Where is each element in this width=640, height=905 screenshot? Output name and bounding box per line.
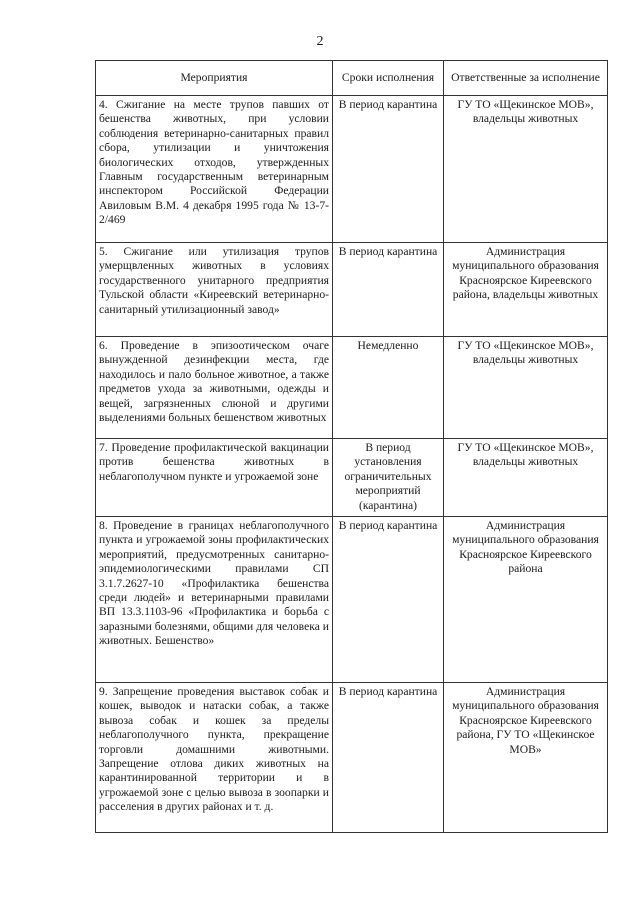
activity-cell: 8. Проведение в границах неблагополучного пункта и угрожаемой зоны профилактических мероприятий, предусмотренных санитарно-эпидемиологическими правилами СП 3.1.7.2627-10 «Профилактика бешенства среди людей» и ветеринарными правилами ВП 13.3.1103-96 «Профилактика и борьба с заразными болезнями, общими для человека и животных. Бешенство» (96, 517, 333, 683)
term-cell: В период карантина (333, 517, 444, 683)
responsible-cell: Администрация муниципального образования Красноярское Киреевского района, ГУ ТО «Щекинское МОВ» (444, 683, 608, 833)
term-cell: В период установления ограничительных мероприятий (карантина) (333, 439, 444, 517)
responsible-cell: ГУ ТО «Щекинское МОВ», владельцы животных (444, 96, 608, 243)
header-term: Сроки исполнения (333, 61, 444, 96)
table-row (96, 517, 608, 683)
term-cell: В период карантина (333, 243, 444, 337)
activity-cell: 5. Сжигание или утилизация трупов умерщвленных животных в условиях государственного унитарного предприятия Тульской области «Киреевский ветеринарно-санитарный утилизационный завод» (96, 243, 333, 337)
table-row (96, 96, 608, 243)
responsible-cell: Администрация муниципального образования Красноярское Киреевского района (444, 517, 608, 683)
term-cell: В период карантина (333, 96, 444, 243)
page-number: 2 (316, 34, 324, 49)
header-activity: Мероприятия (96, 61, 333, 96)
activity-cell: 6. Проведение в эпизоотическом очаге вынужденной дезинфекции места, где находилось и пало больное животное, а также предметов ухода за животными, одежды и вещей, загрязненных слюной и другими выделениями больных бешенством животных (96, 337, 333, 439)
activity-cell: 4. Сжигание на месте трупов павших от бешенства животных, при условии соблюдения ветеринарно-санитарных правил сбора, утилизации и уничтожения биологических отходов, утвержденных Главным государственным ветеринарным инспектором Российской Федерации Авиловым В.М. 4 декабря 1995 года № 13-7-2/469 (96, 96, 333, 243)
term-cell: В период карантина (333, 683, 444, 833)
activity-cell: 9. Запрещение проведения выставок собак и кошек, выводок и натаски собак, а также вывоза собак и кошек за пределы неблагополучного пункта, прекращение торговли домашними животными. Запрещение отлова диких животных на карантинированной территории и в угрожаемой зоне с целью вывоза в зоопарки и расселения в других районах и т. д. (96, 683, 333, 833)
responsible-cell: ГУ ТО «Щекинское МОВ», владельцы животных (444, 439, 608, 517)
table-row (96, 683, 608, 833)
activity-cell: 7. Проведение профилактической вакцинации против бешенства животных в неблагополучном пункте и угрожаемой зоне (96, 439, 333, 517)
term-cell: Немедленно (333, 337, 444, 439)
table-row (96, 439, 608, 517)
table-row (96, 243, 608, 337)
table-row (96, 337, 608, 439)
header-responsible: Ответственные за исполнение (444, 61, 608, 96)
responsible-cell: ГУ ТО «Щекинское МОВ», владельцы животных (444, 337, 608, 439)
table-header-row (96, 61, 608, 96)
responsible-cell: Администрация муниципального образования Красноярское Киреевского района, владельцы животных (444, 243, 608, 337)
measures-table (95, 60, 608, 833)
